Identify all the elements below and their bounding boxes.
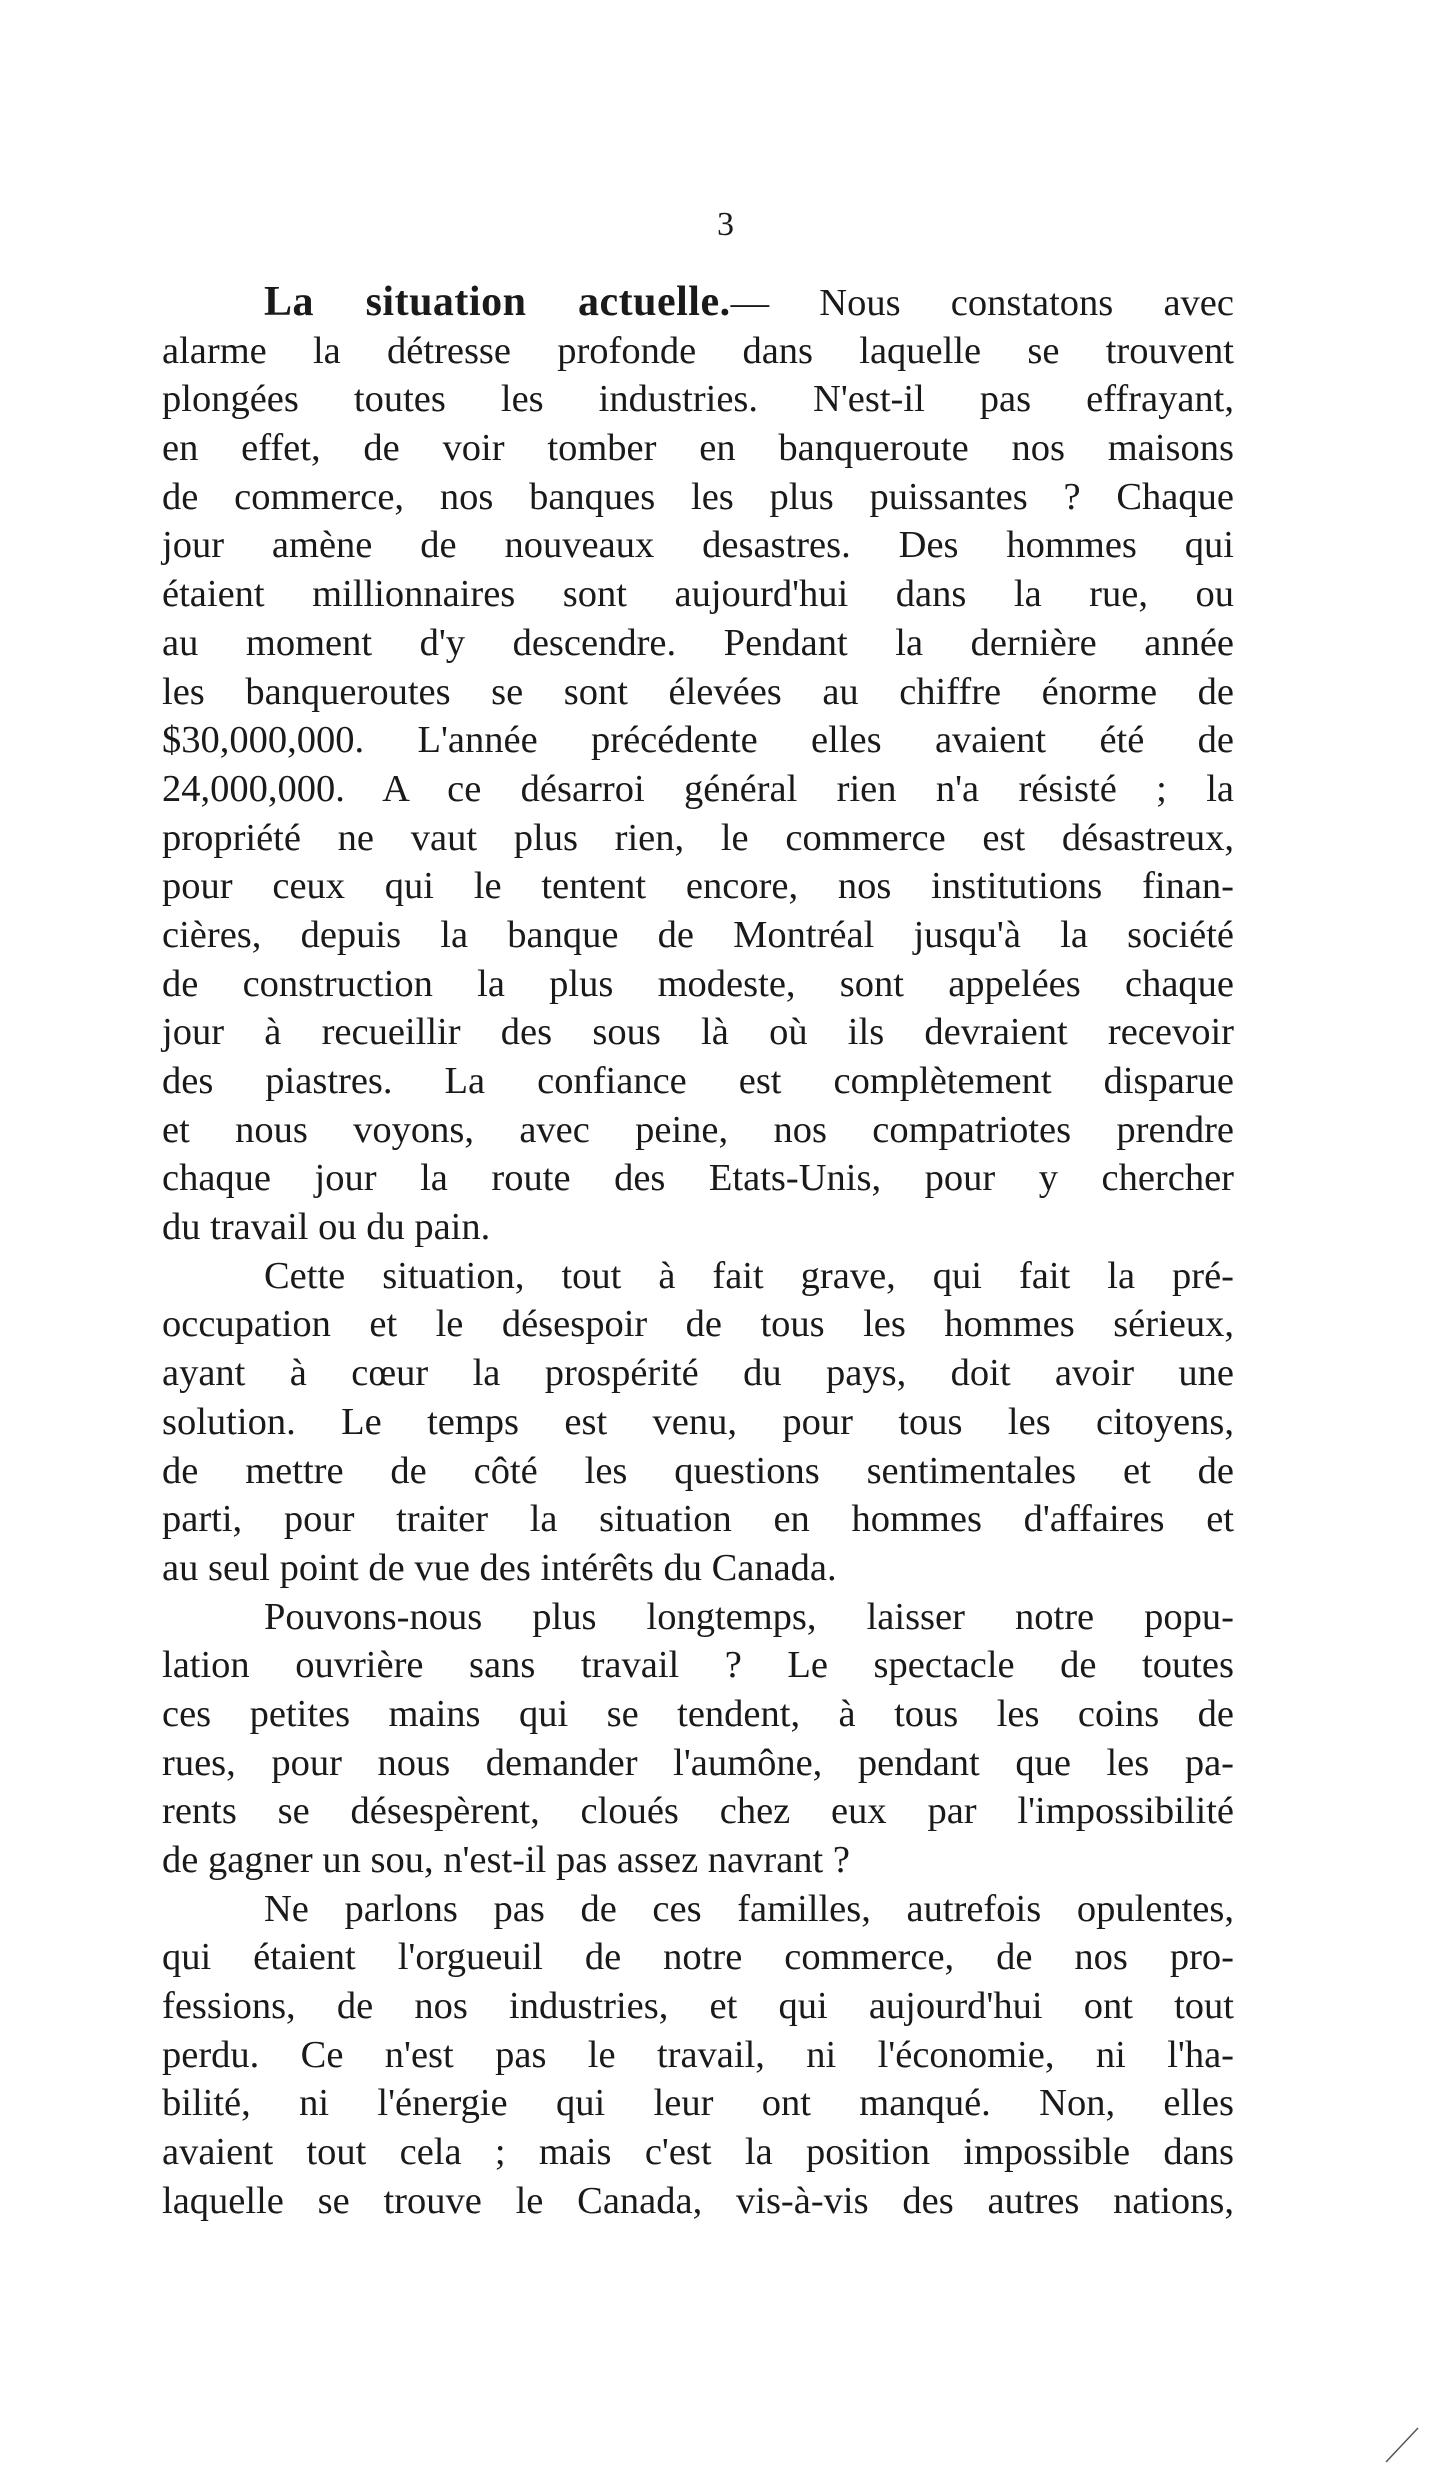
text-line: 24,000,000. A ce désarroi général rien n'a résisté ; la — [162, 767, 1234, 810]
text-line: rents se désespèrent, cloués chez eux par l'impossibilité — [162, 1790, 1234, 1833]
text-line: au moment d'y descendre. Pendant la dernière année — [162, 621, 1234, 664]
text-line: jour à recueillir des sous là où ils devraient recevoir — [162, 1011, 1234, 1054]
text-line: ces petites mains qui se tendent, à tous les coins de — [162, 1692, 1234, 1735]
text-line: laquelle se trouve le Canada, vis-à-vis des autres nations, — [162, 2179, 1234, 2222]
text-line: alarme la détresse profonde dans laquelle se trouvent — [162, 329, 1234, 372]
text-line: de mettre de côté les questions sentimentales et de — [162, 1449, 1234, 1492]
text-line: de gagner un sou, n'est-il pas assez navrant ? — [162, 1839, 850, 1881]
text-line: de construction la plus modeste, sont appelées chaque — [162, 962, 1234, 1005]
text-line: plongées toutes les industries. N'est-il pas effrayant, — [162, 378, 1234, 421]
text-line: avaient tout cela ; mais c'est la position impossible dans — [162, 2131, 1234, 2174]
text-line: bilité, ni l'énergie qui leur ont manqué. Non, elles — [162, 2082, 1234, 2125]
section-headline: La situation actuelle. — [264, 279, 731, 325]
text-line: du travail ou du pain. — [162, 1206, 491, 1249]
text-line: au seul point de vue des intérêts du Canada. — [162, 1546, 837, 1589]
text-line — [162, 278, 1234, 327]
text-line: jour amène de nouveaux desastres. Des hommes qui — [162, 524, 1234, 567]
paragraph-cette-situation — [162, 1252, 1234, 1593]
text-line: Ne parlons pas de ces familles, autrefois opulentes, — [264, 1887, 1234, 1930]
text-line: $30,000,000. L'année précédente elles avaient été de — [162, 719, 1234, 762]
text-line: rues, pour nous demander l'aumône, pendant que les pa- — [162, 1741, 1234, 1784]
text-line: Pouvons-nous plus longtemps, laisser notre popu- — [264, 1595, 1234, 1638]
text-line: les banqueroutes se sont élevées au chiffre énorme de — [162, 670, 1234, 713]
text-line: propriété ne vaut plus rien, le commerce est désastreux, — [162, 816, 1234, 859]
text-line: parti, pour traiter la situation en hommes d'affaires et — [162, 1498, 1234, 1541]
text-line: pour ceux qui le tentent encore, nos institutions finan- — [162, 865, 1234, 908]
paragraph-ne-parlons-pas — [162, 1885, 1234, 2226]
text-line: cières, depuis la banque de Montréal jusqu'à la société — [162, 913, 1234, 956]
text-line: de commerce, nos banques les plus puissantes ? Chaque — [162, 475, 1234, 518]
text-line: solution. Le temps est venu, pour tous les citoyens, — [162, 1400, 1234, 1443]
text-line: perdu. Ce n'est pas le travail, ni l'économie, ni l'ha- — [162, 2033, 1234, 2076]
text-line: fessions, de nos industries, et qui aujourd'hui ont tout — [162, 1985, 1234, 2028]
text-line: en effet, de voir tomber en banqueroute nos maisons — [162, 427, 1234, 470]
text-line: qui étaient l'orgueuil de notre commerce, de nos pro- — [162, 1936, 1234, 1979]
text-line: lation ouvrière sans travail ? Le spectacle de toutes — [162, 1644, 1234, 1687]
page-number: 3 — [717, 206, 734, 243]
paragraph-situation-actuelle — [162, 278, 1234, 1252]
text-line: des piastres. La confiance est complètement disparue — [162, 1060, 1234, 1102]
text-line: occupation et le désespoir de tous les hommes sérieux, — [162, 1303, 1234, 1346]
text-line: Cette situation, tout à fait grave, qui fait la pré- — [264, 1254, 1234, 1297]
text-line: chaque jour la route des Etats-Unis, pour y chercher — [162, 1157, 1234, 1200]
page-corner-mark — [1378, 2424, 1438, 2464]
paragraph-pouvons-nous — [162, 1593, 1234, 1885]
body-text — [162, 278, 1234, 2226]
text-line-content: — Nous constatons avec — [730, 282, 1234, 324]
text-line: ayant à cœur la prospérité du pays, doit avoir une — [162, 1352, 1234, 1395]
text-line: étaient millionnaires sont aujourd'hui dans la rue, ou — [162, 573, 1234, 616]
text-line: et nous voyons, avec peine, nos compatriotes prendre — [162, 1108, 1234, 1151]
